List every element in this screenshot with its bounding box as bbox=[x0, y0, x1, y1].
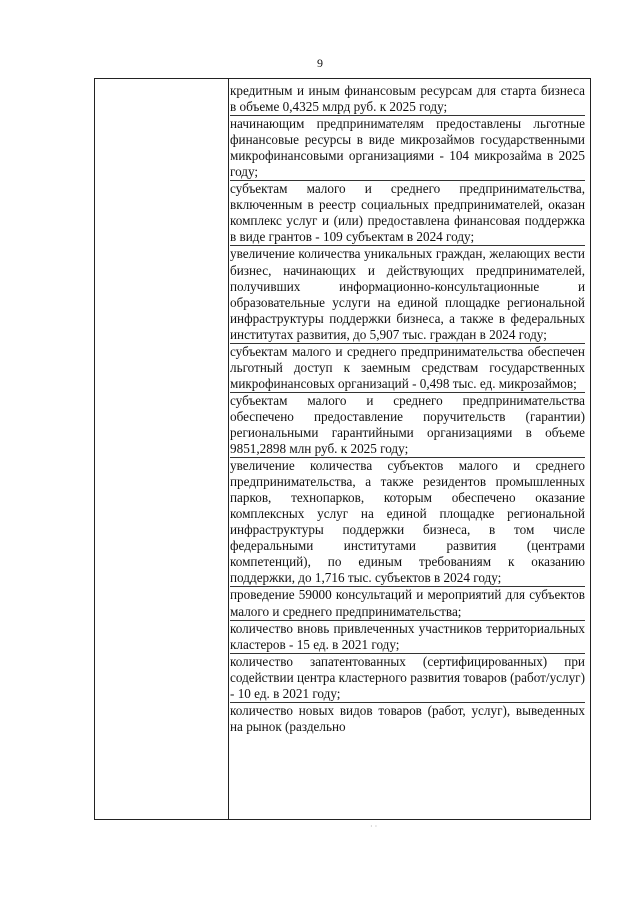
result-item: субъектам малого и среднего предпринимательства, включенным в реестр социальных предпринимателей, оказан комплекс услуг и (или) предоставлена финансовая поддержка в виде грантов - 109 субъектам в 2024 году; bbox=[230, 181, 585, 246]
result-item: субъектам малого и среднего предпринимательства обеспечено предоставление поручительств (гарантии) региональными гарантийными организациями в объеме 9851,2898 млн руб. к 2025 году; bbox=[230, 393, 585, 458]
scan-artifact: · · bbox=[370, 822, 378, 831]
table-right-cell bbox=[230, 83, 585, 735]
result-item: увеличение количества уникальных граждан, желающих вести бизнес, начинающих и действующих предпринимателей, получивших информационно-консультационные и образовательные услуги на единой площадке региональной инфраструктуры поддержки бизнеса, а также в федеральных институтах развития, до 5,907 тыс. граждан в 2024 году; bbox=[230, 246, 585, 343]
table-left-cell bbox=[95, 79, 228, 819]
results-table bbox=[94, 78, 591, 820]
column-divider bbox=[228, 79, 229, 819]
result-item: количество вновь привлеченных участников территориальных кластеров - 15 ед. в 2021 году; bbox=[230, 621, 585, 654]
result-item: увеличение количества субъектов малого и среднего предпринимательства, а также резидентов промышленных парков, технопарков, которым обеспечено оказание комплексных услуг на единой площадке региональной инфраструктуры поддержки бизнеса, в том числе федеральными институтами развития (центрами компетенций), по единым требованиям к оказанию поддержки, до 1,716 тыс. субъектов в 2024 году; bbox=[230, 458, 585, 587]
result-item: начинающим предпринимателям предоставлены льготные финансовые ресурсы в виде микрозаймов государственными микрофинансовыми организациями - 104 микрозайма в 2025 году; bbox=[230, 116, 585, 181]
result-item: кредитным и иным финансовым ресурсам для старта бизнеса в объеме 0,4325 млрд руб. к 2025 году; bbox=[230, 83, 585, 116]
result-item: количество запатентованных (сертифицированных) при содействии центра кластерного развития товаров (работ/услуг) - 10 ед. в 2021 году; bbox=[230, 654, 585, 703]
page-number: 9 bbox=[317, 56, 323, 70]
result-item: субъектам малого и среднего предпринимательства обеспечен льготный доступ к заемным средствам государственных микрофинансовых организаций - 0,498 тыс. ед. микрозаймов; bbox=[230, 344, 585, 393]
result-item: проведение 59000 консультаций и мероприятий для субъектов малого и среднего предпринимательства; bbox=[230, 587, 585, 620]
result-item: количество новых видов товаров (работ, услуг), выведенных на рынок (раздельно bbox=[230, 702, 585, 734]
